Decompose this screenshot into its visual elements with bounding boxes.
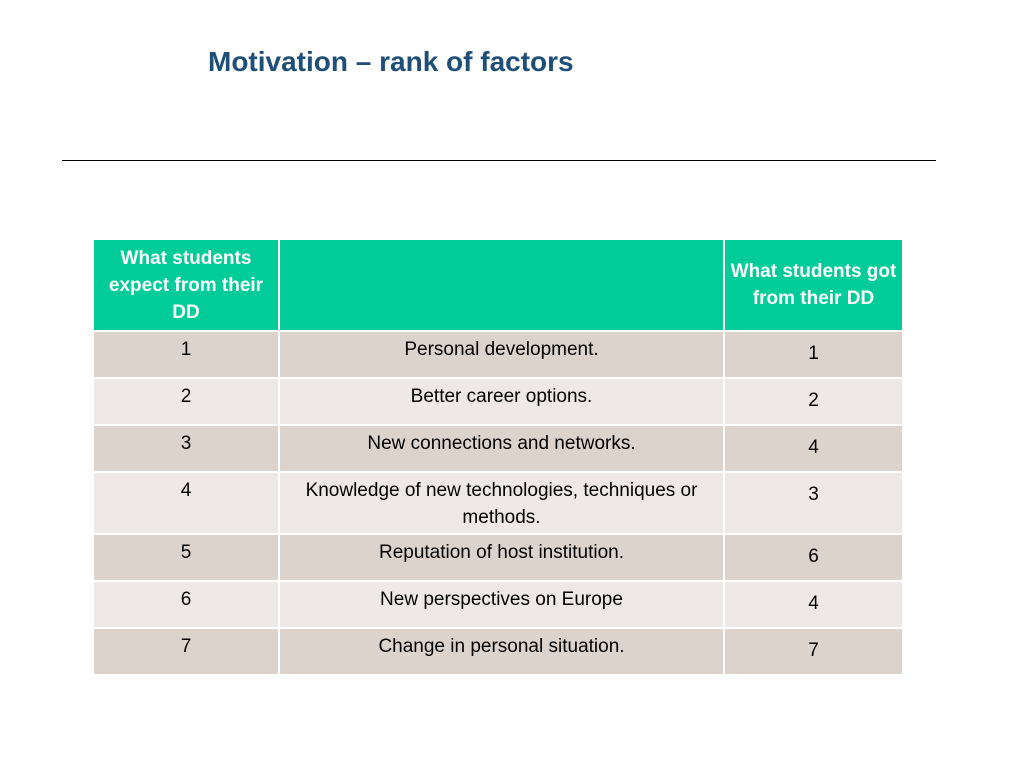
- table-row: [93, 331, 903, 378]
- got-rank-cell: 1: [724, 331, 903, 378]
- factor-cell: New connections and networks.: [279, 425, 724, 472]
- expected-rank-cell: 5: [93, 534, 279, 581]
- expected-rank-cell: 2: [93, 378, 279, 425]
- got-rank-cell: 3: [724, 472, 903, 534]
- rank-table: [92, 238, 904, 676]
- expected-rank-cell: 4: [93, 472, 279, 534]
- table-row: [93, 628, 903, 675]
- title-divider: [62, 160, 936, 161]
- expected-rank-cell: 6: [93, 581, 279, 628]
- table-header-row: [93, 239, 903, 331]
- table-row: [93, 534, 903, 581]
- table-row: [93, 378, 903, 425]
- factor-cell: Personal development.: [279, 331, 724, 378]
- got-rank-cell: 4: [724, 581, 903, 628]
- expected-rank-cell: 3: [93, 425, 279, 472]
- got-rank-cell: 2: [724, 378, 903, 425]
- factor-cell: Change in personal situation.: [279, 628, 724, 675]
- header-factor: [279, 239, 724, 331]
- factor-cell: New perspectives on Europe: [279, 581, 724, 628]
- got-rank-cell: 4: [724, 425, 903, 472]
- expected-rank-cell: 7: [93, 628, 279, 675]
- got-rank-cell: 7: [724, 628, 903, 675]
- header-got: What students got from their DD: [724, 239, 903, 331]
- got-rank-cell: 6: [724, 534, 903, 581]
- table-row: [93, 425, 903, 472]
- factor-cell: Reputation of host institution.: [279, 534, 724, 581]
- factor-cell: Knowledge of new technologies, techniques or methods.: [279, 472, 724, 534]
- table-row: [93, 472, 903, 534]
- factor-cell: Better career options.: [279, 378, 724, 425]
- expected-rank-cell: 1: [93, 331, 279, 378]
- header-expected: What students expect from their DD: [93, 239, 279, 331]
- slide-title: Motivation – rank of factors: [208, 46, 574, 77]
- table-row: [93, 581, 903, 628]
